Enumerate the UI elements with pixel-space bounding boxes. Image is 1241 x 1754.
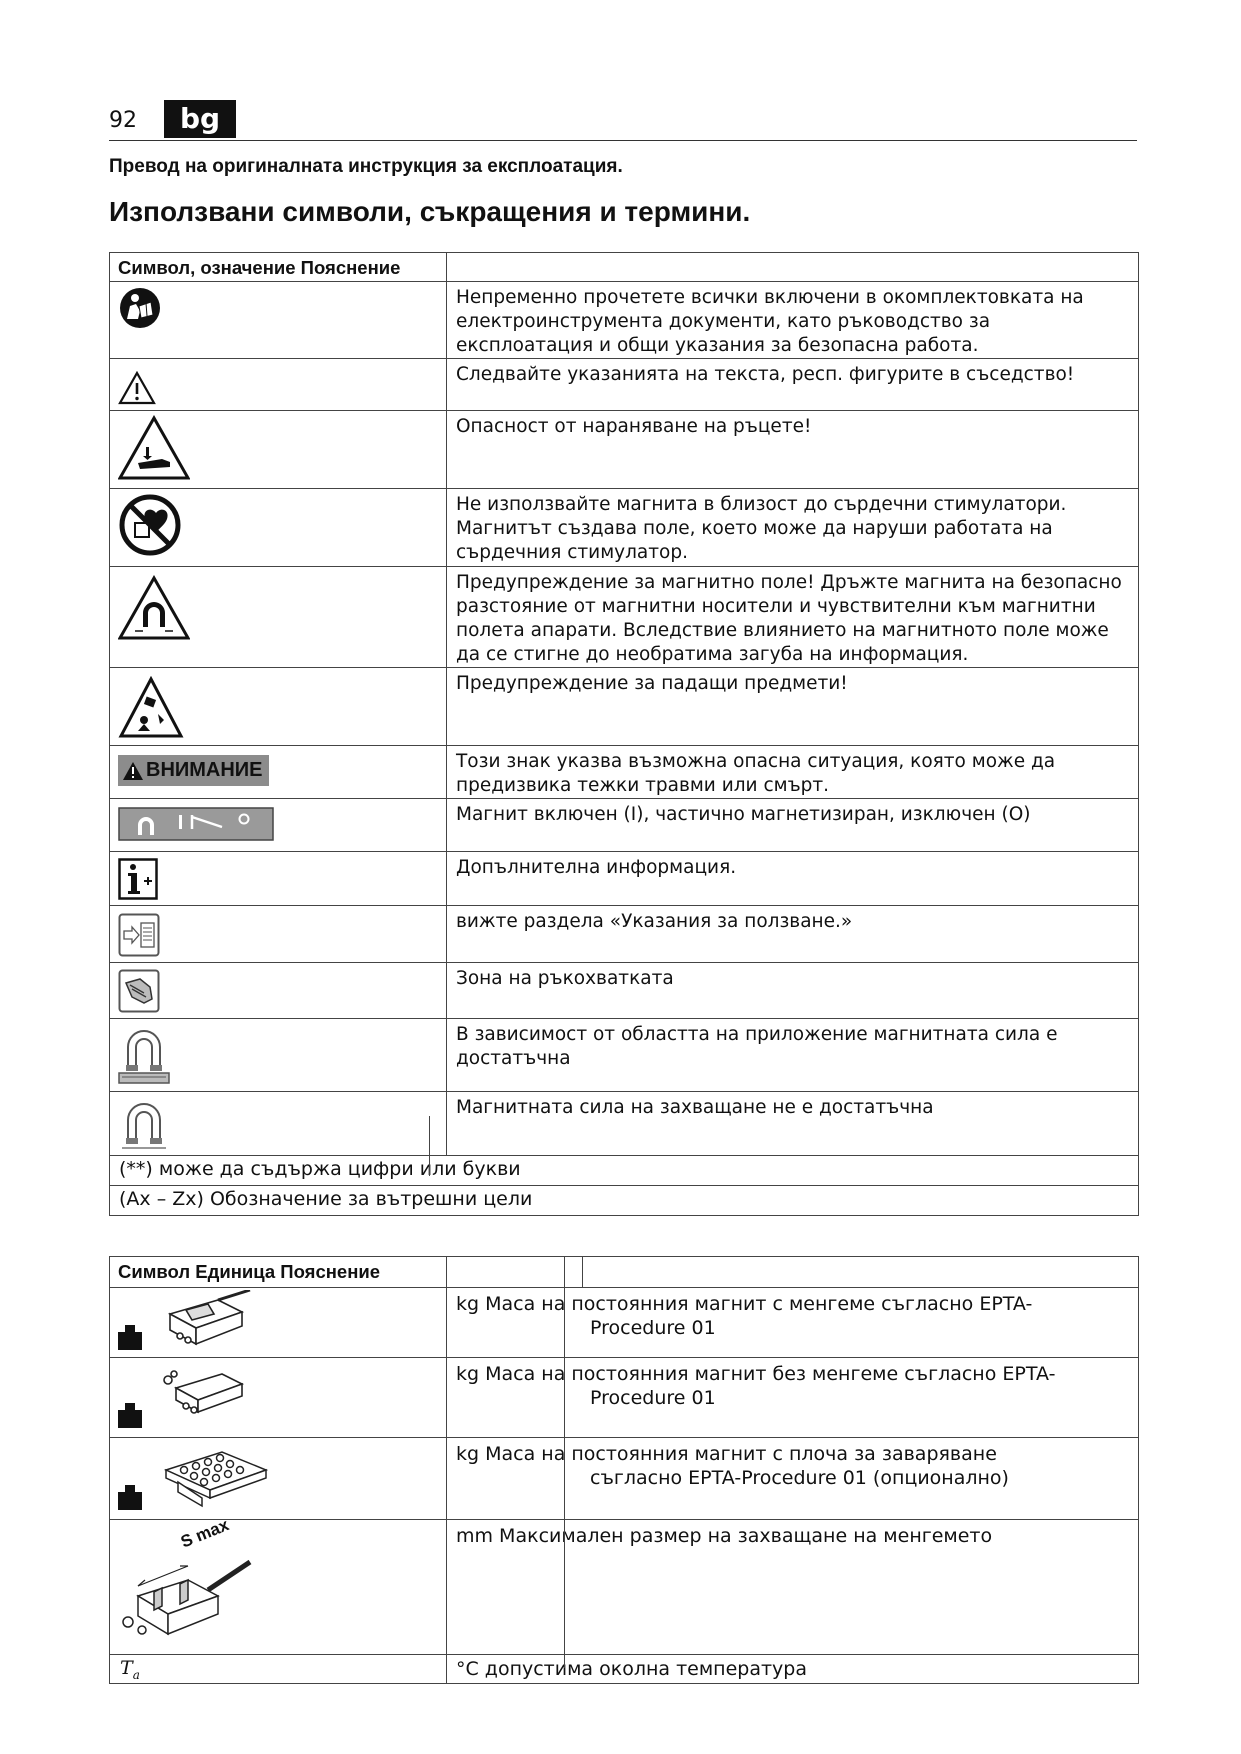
row-description: Зона на ръкохватката [447,963,1139,1019]
page-number: 92 [109,108,137,133]
row-description: Следвайте указанията на текста, респ. фигурите в съседство! [447,359,1139,411]
row-description: kg Маса на постоянния магнит с менгеме съгласно EPTA- [456,1293,1033,1315]
table-row [110,746,1139,799]
info-plus-icon [118,858,158,900]
caution-label [118,755,269,786]
column-divider [564,1256,565,1668]
table-header: Символ, означение Пояснение [110,253,447,282]
row-description: Предупреждение за падащи предмети! [447,668,1139,746]
table-row [110,668,1139,746]
row-description: Не използвайте магнита в близост до сърдечни стимулатори. Магнитът създава поле, което може да наруши работата на сърдечния стимулатор. [447,489,1139,567]
table-row [110,852,1139,906]
row-description: kg Маса на постоянния магнит без менгеме съгласно EPTA- [456,1363,1056,1385]
table-row [110,1092,1139,1156]
row-description: Магнитната сила на захващане не е достатъчна [447,1092,1139,1156]
table-note-row [110,1156,1139,1186]
grip-zone-icon [118,969,160,1013]
table-header: Символ Единица Пояснение [110,1257,447,1288]
table-row [110,799,1139,852]
magnet-switch-icon [118,807,274,841]
table-row [110,567,1139,668]
table-row [110,1358,1139,1438]
table-row [110,1655,1139,1684]
no-pacemaker-icon [118,493,182,557]
table-header-row [110,253,1139,282]
document-subtitle: Превод на оригиналната инструкция за експлоатация. [109,156,623,177]
note-text: (Ax – Zx) Обозначение за вътрешни цели [110,1186,1139,1216]
row-description: Магнит включен (I), частично магнетизиран, изключен (O) [447,799,1139,852]
section-heading: Използвани символи, съкращения и термини. [109,196,751,227]
units-table [109,1256,1139,1684]
table-row [110,1019,1139,1092]
row-description-continued: Procedure 01 [590,1387,716,1409]
magnetic-field-warning-icon [118,575,190,641]
row-description: mm Максимален размер на захващане на менгемето [456,1525,993,1547]
language-tab: bg [164,100,236,138]
table-row [110,906,1139,963]
column-divider [429,1116,430,1176]
vise-max-opening-figure [118,1515,258,1644]
magnet-insufficient-icon [118,1098,170,1150]
row-description: Непременно прочетете всички включени в окомплектовката на електроинструмента документи, като ръководство за експлоатация и общи указания за безопасна работа. [447,282,1139,359]
row-description: Предупреждение за магнитно поле! Дръжте магнита на безопасно разстояние от магнитни носители и чувствителни към магнитни полета апарати. Вследствие влиянието на магнитното поле може да се стигне до необратима загуба на информация. [447,567,1139,668]
table-note-row [110,1186,1139,1216]
falling-objects-warning-icon [118,676,184,740]
row-description: °C допустима околна температура [456,1658,808,1680]
warning-triangle-icon [118,371,156,405]
row-description-continued: съгласно EPTA-Procedure 01 (опционално) [590,1467,1009,1489]
hand-injury-warning-icon [118,415,190,481]
symbols-table [109,252,1139,1216]
warning-triangle-icon [122,761,144,781]
row-description: kg Маса на постоянния магнит с плоча за заваряване [456,1443,997,1465]
table-row [110,963,1139,1019]
temperature-symbol: $T_a$ [110,1655,447,1684]
table-row [110,411,1139,489]
row-description-continued: Procedure 01 [590,1317,716,1339]
row-description: Този знак указва възможна опасна ситуация, която може да предизвика тежки травми или смърт. [447,746,1139,799]
table-row [110,1288,1139,1358]
note-text: (**) може да съдържа цифри или букви [110,1156,1139,1186]
page-header [109,100,1137,141]
see-section-icon [118,913,160,957]
smax-label: S max [178,1515,232,1552]
row-description: Опасност от нараняване на ръцете! [447,411,1139,489]
table-row [110,489,1139,567]
magnet-welding-plate-weight-icon [118,1448,268,1514]
table-row [110,359,1139,411]
magnet-sufficient-icon [118,1025,170,1085]
row-description: В зависимост от областта на приложение магнитната сила е достатъчна [447,1019,1139,1092]
row-description: вижте раздела «Указания за ползване.» [447,906,1139,963]
read-manual-icon [118,286,162,330]
magnet-without-vise-weight-icon [118,1366,258,1432]
table-row [110,1520,1139,1655]
table-row [110,282,1139,359]
table-header-row [110,1257,1139,1288]
magnet-with-vise-weight-icon [118,1290,258,1352]
row-description: Допълнителна информация. [447,852,1139,906]
table-row [110,1438,1139,1520]
caution-label-text: ВНИМАНИЕ [146,759,263,781]
